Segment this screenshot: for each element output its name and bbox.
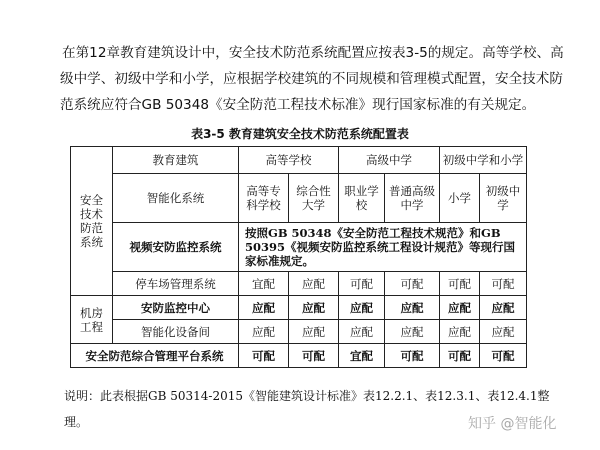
machine-room-cell [71, 296, 113, 344]
table-cell: 应配 [440, 320, 480, 344]
table-note: 说明：此表根据GB 50314-2015《智能建筑设计标准》表12.2.1、表12.3.1、表12.4.1整理。 [64, 389, 550, 429]
table-cell: 应配 [480, 320, 527, 344]
subtype-cell: 普通高级中学 [385, 174, 440, 223]
watermark: 知乎 @智能化 [468, 416, 557, 432]
subtype-cell: 小学 [440, 174, 480, 223]
table-cell: 可配 [239, 344, 289, 368]
table-cell: 应配 [385, 296, 440, 320]
table-cell: 宜配 [339, 344, 385, 368]
table-cell: 应配 [289, 272, 339, 296]
table-cell: 可配 [440, 344, 480, 368]
table-cell: 可配 [385, 272, 440, 296]
group-senior-high: 高级中学 [339, 147, 440, 174]
table-cell: 应配 [339, 320, 385, 344]
table-row [71, 272, 527, 296]
row-label: 安防监控中心 [113, 296, 239, 320]
table-cell: 可配 [339, 272, 385, 296]
intro-paragraph: 在第12章教育建筑设计中，安全技术防范系统配置应按表3-5的规定。高等学校、高级中学、初级中学和小学，应根据学校建筑的不同规模和管理模式配置，安全技术防范系统应符合GB 50348《安全防范工程技术标准》现行国家标准的有关规定。 [60, 45, 564, 113]
subtype-cell: 综合性大学 [289, 174, 339, 223]
category-cell [71, 147, 113, 296]
corner-cell: 教育建筑 [113, 147, 239, 174]
table-subheader-row [71, 174, 527, 223]
subtype-cell: 高等专科学校 [239, 174, 289, 223]
table-cell: 可配 [480, 344, 527, 368]
group-junior-primary: 初级中学和小学 [440, 147, 527, 174]
group-university: 高等学校 [239, 147, 339, 174]
table-cell: 可配 [385, 344, 440, 368]
machine-room-label: 机房工程 [80, 305, 103, 334]
table-row [71, 320, 527, 344]
table-row [71, 223, 527, 272]
video-standard-cell: 按照GB 50348《安全防范工程技术规范》和GB 50395《视频安防监控系统工程设计规范》等现行国家标准规定。 [239, 223, 527, 272]
table-cell: 应配 [289, 320, 339, 344]
subtype-cell: 职业学校 [339, 174, 385, 223]
table-cell: 可配 [480, 272, 527, 296]
security-config-table [70, 146, 527, 368]
table-row [71, 296, 527, 320]
table-cell: 应配 [239, 320, 289, 344]
subtype-cell: 初级中学 [480, 174, 527, 223]
table-header-row [71, 147, 527, 174]
table-cell: 应配 [289, 296, 339, 320]
row-label: 安全防范综合管理平台系统 [71, 344, 239, 368]
row-label: 视频安防监控系统 [113, 223, 239, 272]
table-row [71, 344, 527, 368]
table-caption: 表3-5 教育建筑安全技术防范系统配置表 [191, 127, 409, 141]
table-cell: 应配 [239, 296, 289, 320]
table-cell: 应配 [480, 296, 527, 320]
category-label: 安全技术防范系统 [80, 193, 103, 249]
system-label-cell: 智能化系统 [113, 174, 239, 223]
table-cell: 应配 [385, 320, 440, 344]
table-cell: 应配 [339, 296, 385, 320]
row-label: 停车场管理系统 [113, 272, 239, 296]
table-cell: 可配 [440, 272, 480, 296]
table-cell: 可配 [289, 344, 339, 368]
row-label: 智能化设备间 [113, 320, 239, 344]
table-cell: 应配 [440, 296, 480, 320]
table-cell: 宜配 [239, 272, 289, 296]
